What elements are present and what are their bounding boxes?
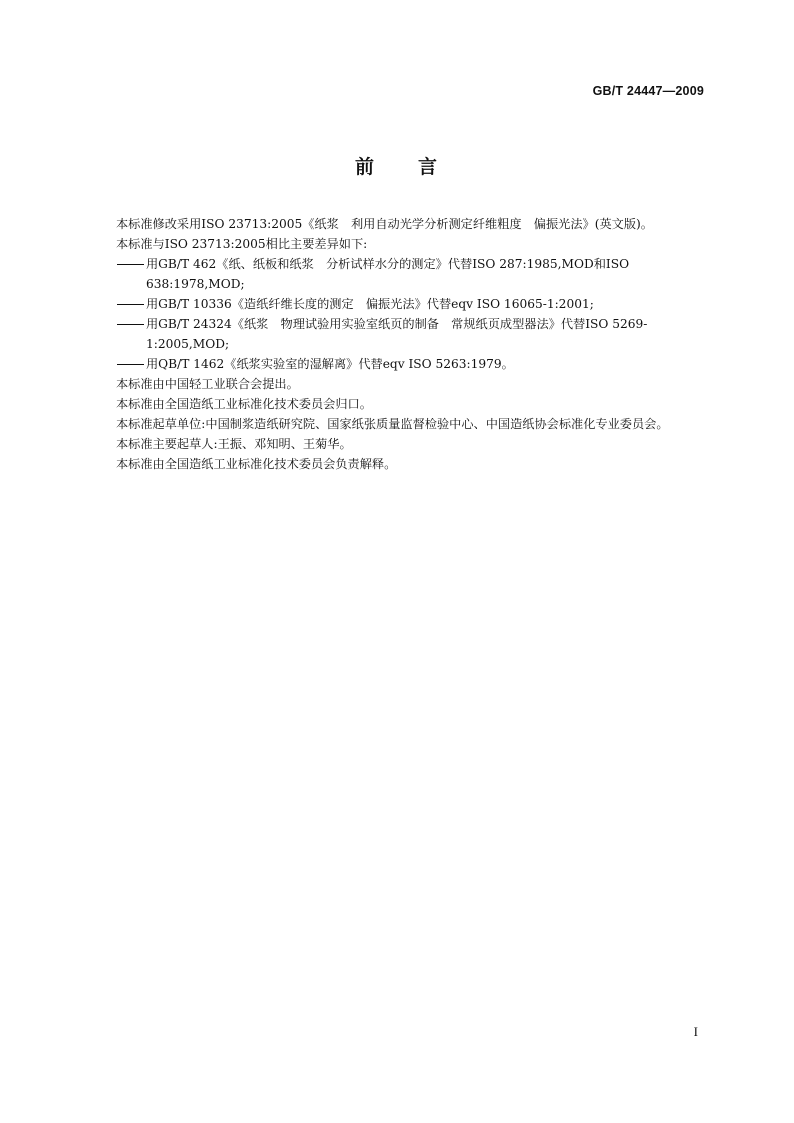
- paragraph-interpretation: 本标准由全国造纸工业标准化技术委员会负责解释。: [116, 457, 397, 471]
- difference-text: 用GB/T 24324《纸浆 物理试验用实验室纸页的制备 常规纸页成型器法》代替ISO 5269-1:2005,MOD;: [146, 317, 648, 351]
- paragraph-administrator: 本标准由全国造纸工业标准化技术委员会归口。: [116, 397, 372, 411]
- difference-text: 用QB/T 1462《纸浆实验室的湿解离》代替eqv ISO 5263:1979。: [146, 357, 514, 371]
- title-char-1: 前: [354, 156, 376, 178]
- difference-text: 用GB/T 10336《造纸纤维长度的测定 偏振光法》代替eqv ISO 16065-1:2001;: [146, 297, 594, 311]
- standard-code: GB/T 24447—2009: [592, 84, 704, 98]
- paragraph-adoption: 本标准修改采用ISO 23713:2005《纸浆 利用自动光学分析测定纤维粗度 偏振光法》(英文版)。: [116, 217, 653, 231]
- difference-item: [90, 354, 706, 374]
- difference-text: 用GB/T 462《纸、纸板和纸浆 分析试样水分的测定》代替ISO 287:1985,MOD和ISO 638:1978,MOD;: [146, 257, 630, 291]
- difference-item: [90, 314, 706, 354]
- paragraph-drafting-units: 本标准起草单位:中国制浆造纸研究院、国家纸张质量监督检验中心、中国造纸协会标准化专业委员会。: [116, 417, 669, 431]
- title-char-2: 言: [418, 156, 440, 178]
- page-number: I: [693, 1024, 698, 1039]
- dash-marker: [116, 354, 146, 374]
- paragraph-drafters: 本标准主要起草人:王振、邓知明、王菊华。: [116, 437, 352, 451]
- paragraph-proposer: 本标准由中国轻工业联合会提出。: [116, 377, 299, 391]
- dash-marker: [116, 314, 146, 334]
- difference-item: [90, 254, 706, 294]
- dash-marker: [116, 294, 146, 314]
- page-title: [0, 152, 794, 179]
- paragraph-differences-intro: 本标准与ISO 23713:2005相比主要差异如下:: [116, 237, 368, 251]
- dash-marker: [116, 254, 146, 274]
- foreword-body: [90, 214, 706, 474]
- difference-item: [90, 294, 706, 314]
